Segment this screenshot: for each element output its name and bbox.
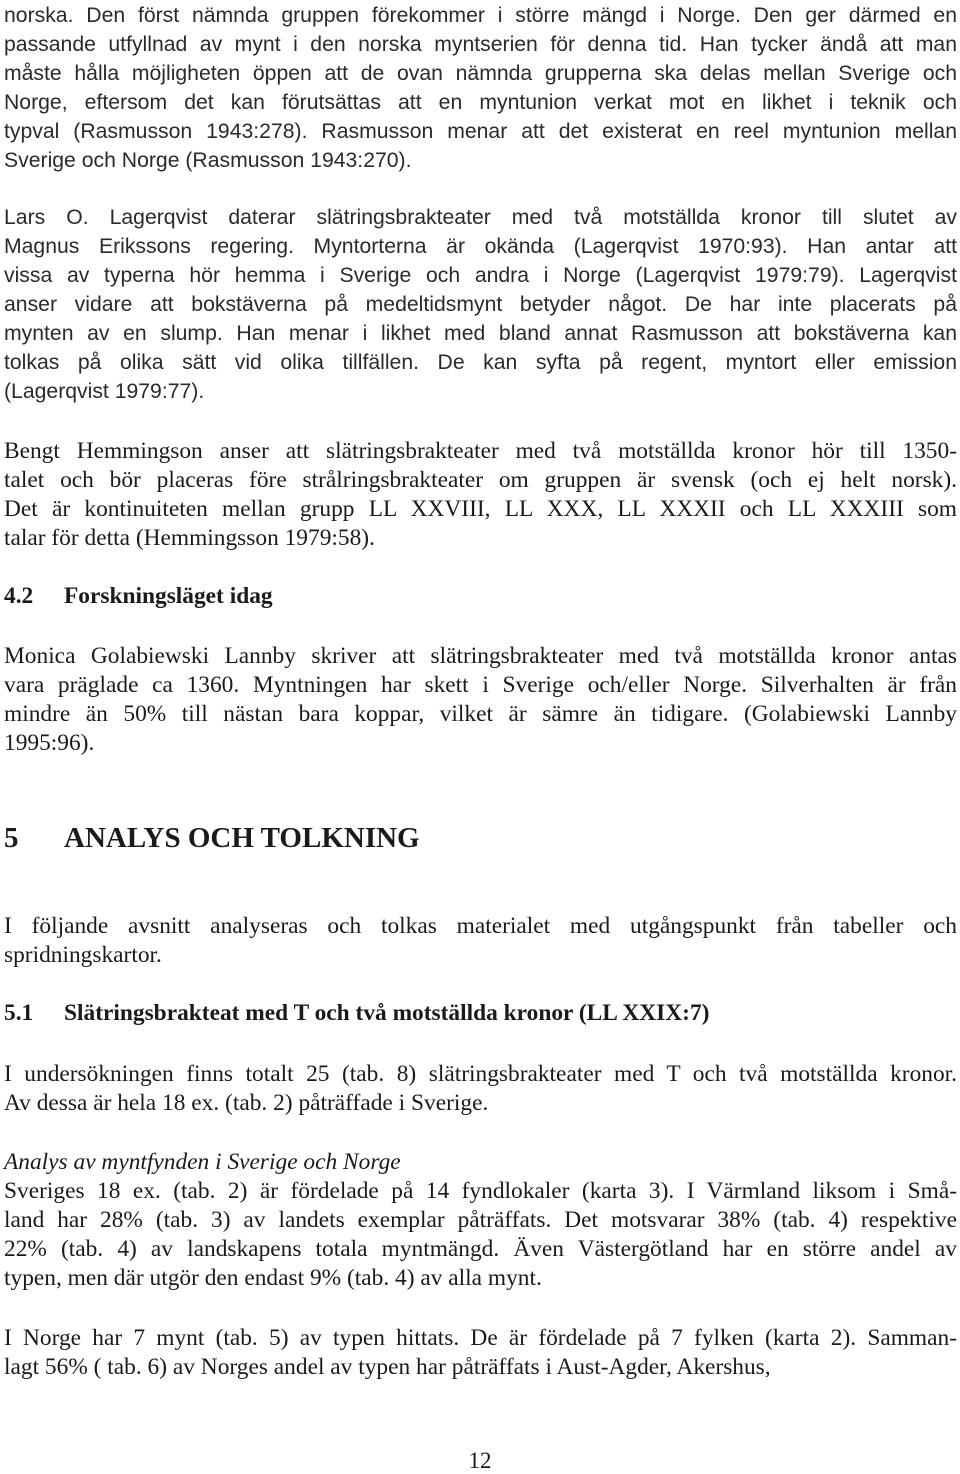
text-line: lagt 56% ( tab. 6) av Norges andel av typen har påträffats i Aust-Agder, Akershus, (4, 1354, 771, 1380)
text-line: tolkas på olika sätt vid olika tillfällen. De kan syfta på regent, myntort eller emission (4, 351, 957, 374)
text-line: land har 28% (tab. 3) av landets exemplar påträffats. Det motsvarar 38% (tab. 4) respektive (4, 1207, 957, 1233)
text-line: I Norge har 7 mynt (tab. 5) av typen hittats. De är fördelade på 7 fylken (karta 2). Samman- (4, 1325, 957, 1351)
text-line: vara präglade ca 1360. Myntningen har skett i Sverige och/eller Norge. Silverhalten är från (4, 672, 957, 698)
text-line: Magnus Erikssons regering. Myntorterna är okända (Lagerqvist 1970:93). Han antar att (4, 235, 957, 258)
text-line: Det är kontinuiteten mellan grupp LL XXVIII, LL XXX, LL XXXII och LL XXXIII som (4, 496, 957, 522)
section-title: Slätringsbrakteat med T och två motställda kronor (LL XXIX:7) (64, 1000, 710, 1026)
text-line: mynten av en slump. Han menar i likhet med bland annat Rasmusson att bokstäverna kan (4, 322, 957, 345)
text-line: spridningskartor. (4, 942, 162, 968)
chapter-title: ANALYS OCH TOLKNING (64, 822, 420, 854)
chapter-number: 5 (4, 822, 19, 854)
chapter-heading-5 (4, 820, 420, 856)
section-number: 5.1 (4, 1000, 34, 1026)
text-line: typen, men där utgör den endast 9% (tab. 4) av alla mynt. (4, 1265, 542, 1291)
text-line: I följande avsnitt analyseras och tolkas materialet med utgångspunkt från tabeller och (4, 913, 957, 939)
text-line: I undersökningen finns totalt 25 (tab. 8) slätringsbrakteater med T och två motställda kronor. (4, 1061, 957, 1087)
text-line: anser vidare att bokstäverna på medeltidsmynt betyder något. De har inte placerats på (4, 293, 957, 316)
section-number: 4.2 (4, 583, 34, 609)
page-number: 12 (468, 1448, 492, 1473)
text-line: talet och bör placeras före strålringsbrakteater om gruppen är svensk (och ej helt norsk). (4, 467, 957, 493)
text-line: 22% (tab. 4) av landskapens totala myntmängd. Även Västergötland har en större andel av (4, 1236, 957, 1262)
text-line: passande utfyllnad av mynt i den norska myntserien för denna tid. Han tycker ändå att man (4, 33, 957, 56)
section-heading-5-1 (4, 998, 709, 1028)
text-line: Sveriges 18 ex. (tab. 2) är fördelade på 14 fyndlokaler (karta 3). I Värmland liksom i Små- (4, 1178, 957, 1204)
text-line: Av dessa är hela 18 ex. (tab. 2) påträffade i Sverige. (4, 1090, 489, 1116)
text-line: norska. Den först nämnda gruppen förekommer i större mängd i Norge. Den ger därmed en (4, 4, 957, 27)
text-line: Sverige och Norge (Rasmusson 1943:270). (4, 149, 412, 172)
text-line: typval (Rasmusson 1943:278). Rasmusson menar att det existerat en reel myntunion mellan (4, 120, 957, 143)
text-line: Norge, eftersom det kan förutsättas att en myntunion verkat mot en likhet i teknik och (4, 91, 957, 114)
text-line: Monica Golabiewski Lannby skriver att slätringsbrakteater med två motställda kronor antas (4, 643, 957, 669)
text-line: vissa av typerna hör hemma i Sverige och andra i Norge (Lagerqvist 1979:79). Lagerqvist (4, 264, 957, 287)
subheading: Analys av myntfynden i Sverige och Norge (4, 1149, 401, 1175)
section-title: Forskningsläget idag (64, 583, 273, 609)
text-line: Bengt Hemmingson anser att slätringsbrakteater med två motställda kronor hör till 1350- (4, 438, 957, 464)
section-heading-4-2 (4, 581, 273, 611)
text-line: Lars O. Lagerqvist daterar slätringsbrakteater med två motställda kronor till slutet av (4, 206, 957, 229)
text-line: måste hålla möjligheten öppen att de ovan nämnda grupperna ska delas mellan Sverige och (4, 62, 957, 85)
text-line: mindre än 50% till nästan bara koppar, vilket är sämre än tidigare. (Golabiewski Lannby (4, 701, 957, 727)
text-line: 1995:96). (4, 730, 95, 756)
text-line: talar för detta (Hemmingsson 1979:58). (4, 525, 375, 551)
text-line: (Lagerqvist 1979:77). (4, 380, 205, 403)
